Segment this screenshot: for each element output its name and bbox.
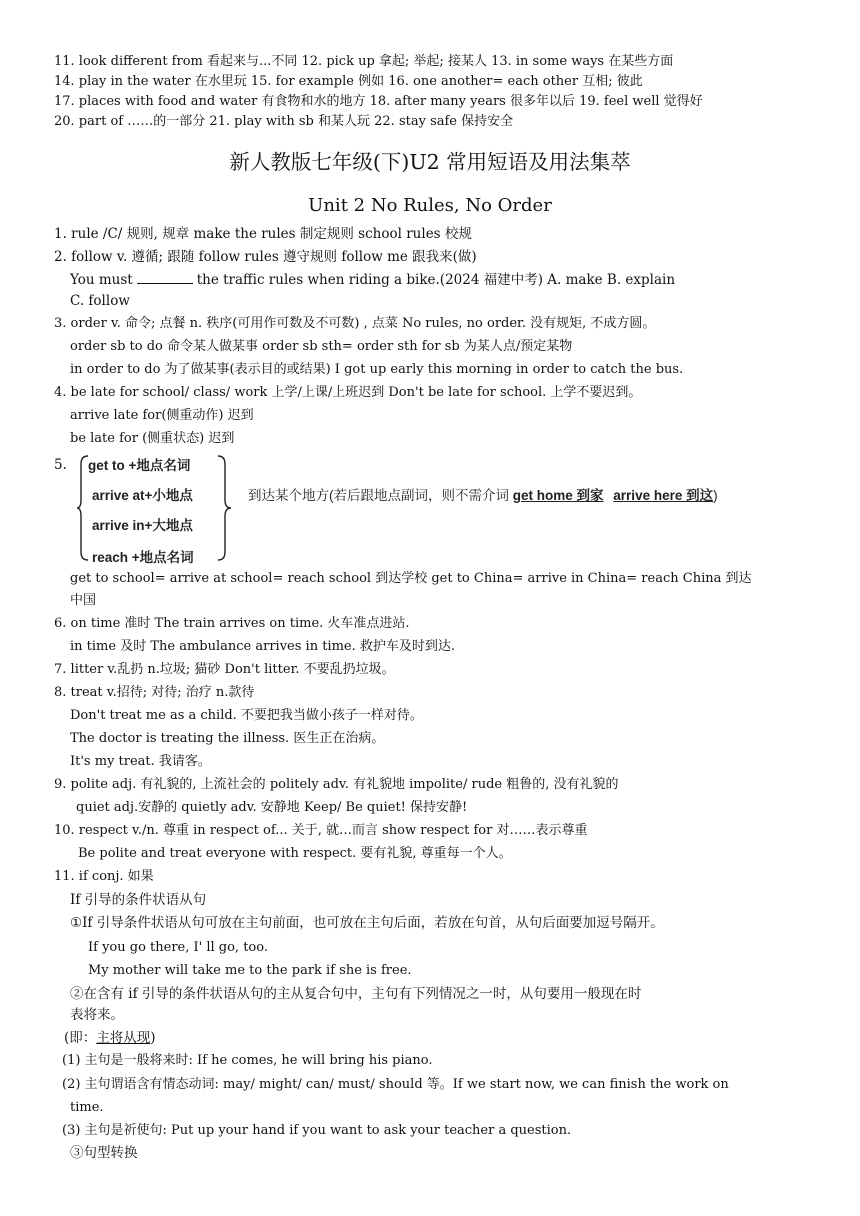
item-7: 7. litter v.乱扔 n.垃圾; 猫砂 Don't litter. 不要乱扔垃圾。 [54, 662, 395, 677]
item-6-usage: in time 及时 The ambulance arrives in time. 救护车及时到达. [70, 639, 455, 654]
item-5-example: get to school= arrive at school= reach school 到达学校 get to China= arrive in China= reach China 到达 [70, 571, 752, 586]
item-1: 1. rule /C/ 规则, 规章 make the rules 制定规则 school rules 校规 [54, 226, 472, 242]
item-9-usage: quiet adj.安静的 quietly adv. 安静地 Keep/ Be quiet! 保持安静! [76, 800, 468, 815]
item-11-case-2-cont: time. [70, 1100, 104, 1115]
item-11-summary [64, 1028, 156, 1048]
item-4-usage-2: be late for (侧重状态) 迟到 [70, 431, 235, 446]
phrase-line-4: 20. part of ……的一部分 21. play with sb 和某人玩 22. stay safe 保持安全 [54, 114, 514, 129]
rule-arrive-in: arrive in+大地点 [92, 518, 193, 533]
note-close: ) [713, 488, 718, 503]
unit-subtitle: Unit 2 No Rules, No Order [308, 195, 552, 216]
item-9: 9. polite adj. 有礼貌的, 上流社会的 politely adv. 有礼貌地 impolite/ rude 粗鲁的, 没有礼貌的 [54, 777, 619, 792]
summary-open: (即： [64, 1030, 97, 1046]
right-brace-icon [216, 454, 234, 562]
note-text: 到达某个地方(若后跟地点副词，则不需介词 [248, 488, 509, 503]
rule-arrive-at: arrive at+小地点 [92, 488, 193, 503]
item-3-usage-2: in order to do 为了做某事(表示目的或结果) I got up early this morning in order to catch the bus. [70, 362, 684, 377]
rule-get-to: get to +地点名词 [88, 458, 191, 473]
example-arrive-here: arrive here 到这 [613, 488, 714, 503]
item-5-brace-diagram [76, 452, 816, 566]
item-8: 8. treat v.招待; 对待; 治疗 n.款待 [54, 685, 255, 700]
item-2-option-c: C. follow [70, 293, 130, 309]
item-11-rule-2: ②在含有 if 引导的条件状语从句的主从复合句中，主句有下列情况之一时，从句要用一般现在时 [70, 986, 642, 1002]
item-11-example-2: My mother will take me to the park if she is free. [88, 963, 412, 978]
document-title: 新人教版七年级(下)U2 常用短语及用法集萃 [229, 150, 631, 174]
item-3: 3. order v. 命令; 点餐 n. 秩序(可用作可数及不可数) , 点菜 No rules, no order. 没有规矩, 不成方圆。 [54, 316, 656, 331]
item-11: 11. if conj. 如果 [54, 869, 154, 884]
item-5-example-cont: 中国 [70, 593, 97, 608]
summary-rule: 主将从现 [96, 1030, 151, 1046]
item-5-number: 5. [54, 457, 67, 473]
item-4-usage-1: arrive late for(侧重动作) 迟到 [70, 408, 254, 423]
summary-close: ) [150, 1030, 156, 1046]
item-11-example-1: If you go there, I' ll go, too. [88, 940, 268, 955]
rule-reach: reach +地点名词 [92, 550, 194, 565]
item-11-case-2: (2) 主句谓语含有情态动词: may/ might/ can/ must/ should 等。If we start now, we can finish the work on [62, 1077, 729, 1092]
item-4: 4. be late for school/ class/ work 上学/上课/上班迟到 Don't be late for school. 上学不要迟到。 [54, 385, 642, 400]
item-2-question [70, 270, 675, 290]
item-10: 10. respect v./n. 尊重 in respect of... 关于, 就…而言 show respect for 对……表示尊重 [54, 823, 588, 838]
item-8-example-3: It's my treat. 我请客。 [70, 754, 211, 769]
phrase-line-1: 11. look different from 看起来与...不同 12. pick up 拿起; 举起; 接某人 13. in some ways 在某些方面 [54, 54, 674, 69]
item-6: 6. on time 准时 The train arrives on time. 火车准点进站. [54, 616, 410, 631]
item-8-example-1: Don't treat me as a child. 不要把我当做小孩子一样对待。 [70, 708, 423, 723]
phrase-line-3: 17. places with food and water 有食物和水的地方 18. after many years 很多年以后 19. feel well 觉得好 [54, 94, 703, 109]
item-8-example-2: The doctor is treating the illness. 医生正在治病。 [70, 731, 385, 746]
phrase-line-2: 14. play in the water 在水里玩 15. for example 例如 16. one another= each other 互相; 彼此 [54, 74, 643, 89]
reach-place-note [248, 484, 718, 504]
item-3-usage-1: order sb to do 命令某人做某事 order sb sth= order sth for sb 为某人点/预定某物 [70, 339, 573, 354]
item-11-case-3: (3) 主句是祈使句: Put up your hand if you want to ask your teacher a question. [62, 1123, 572, 1138]
item-2: 2. follow v. 遵循; 跟随 follow rules 遵守规则 follow me 跟我来(做) [54, 249, 477, 265]
example-get-home: get home 到家 [512, 488, 604, 503]
item-11-heading: If 引导的条件状语从句 [70, 892, 207, 908]
question-start: You must [70, 272, 133, 288]
item-11-rule-1: ①If 引导条件状语从句可放在主句前面，也可放在主句后面，若放在句首，从句后面要加逗号隔开。 [70, 915, 664, 931]
answer-blank [137, 270, 193, 284]
item-10-example: Be polite and treat everyone with respect. 要有礼貌, 尊重每一个人。 [78, 846, 512, 861]
item-11-rule-2-cont: 表将来。 [70, 1007, 124, 1023]
item-11-case-1: (1) 主句是一般将来时: If he comes, he will bring his piano. [62, 1053, 433, 1068]
question-rest: the traffic rules when riding a bike.(2024 福建中考) A. make B. explain [196, 272, 676, 288]
item-11-rule-3: ③句型转换 [70, 1145, 138, 1161]
